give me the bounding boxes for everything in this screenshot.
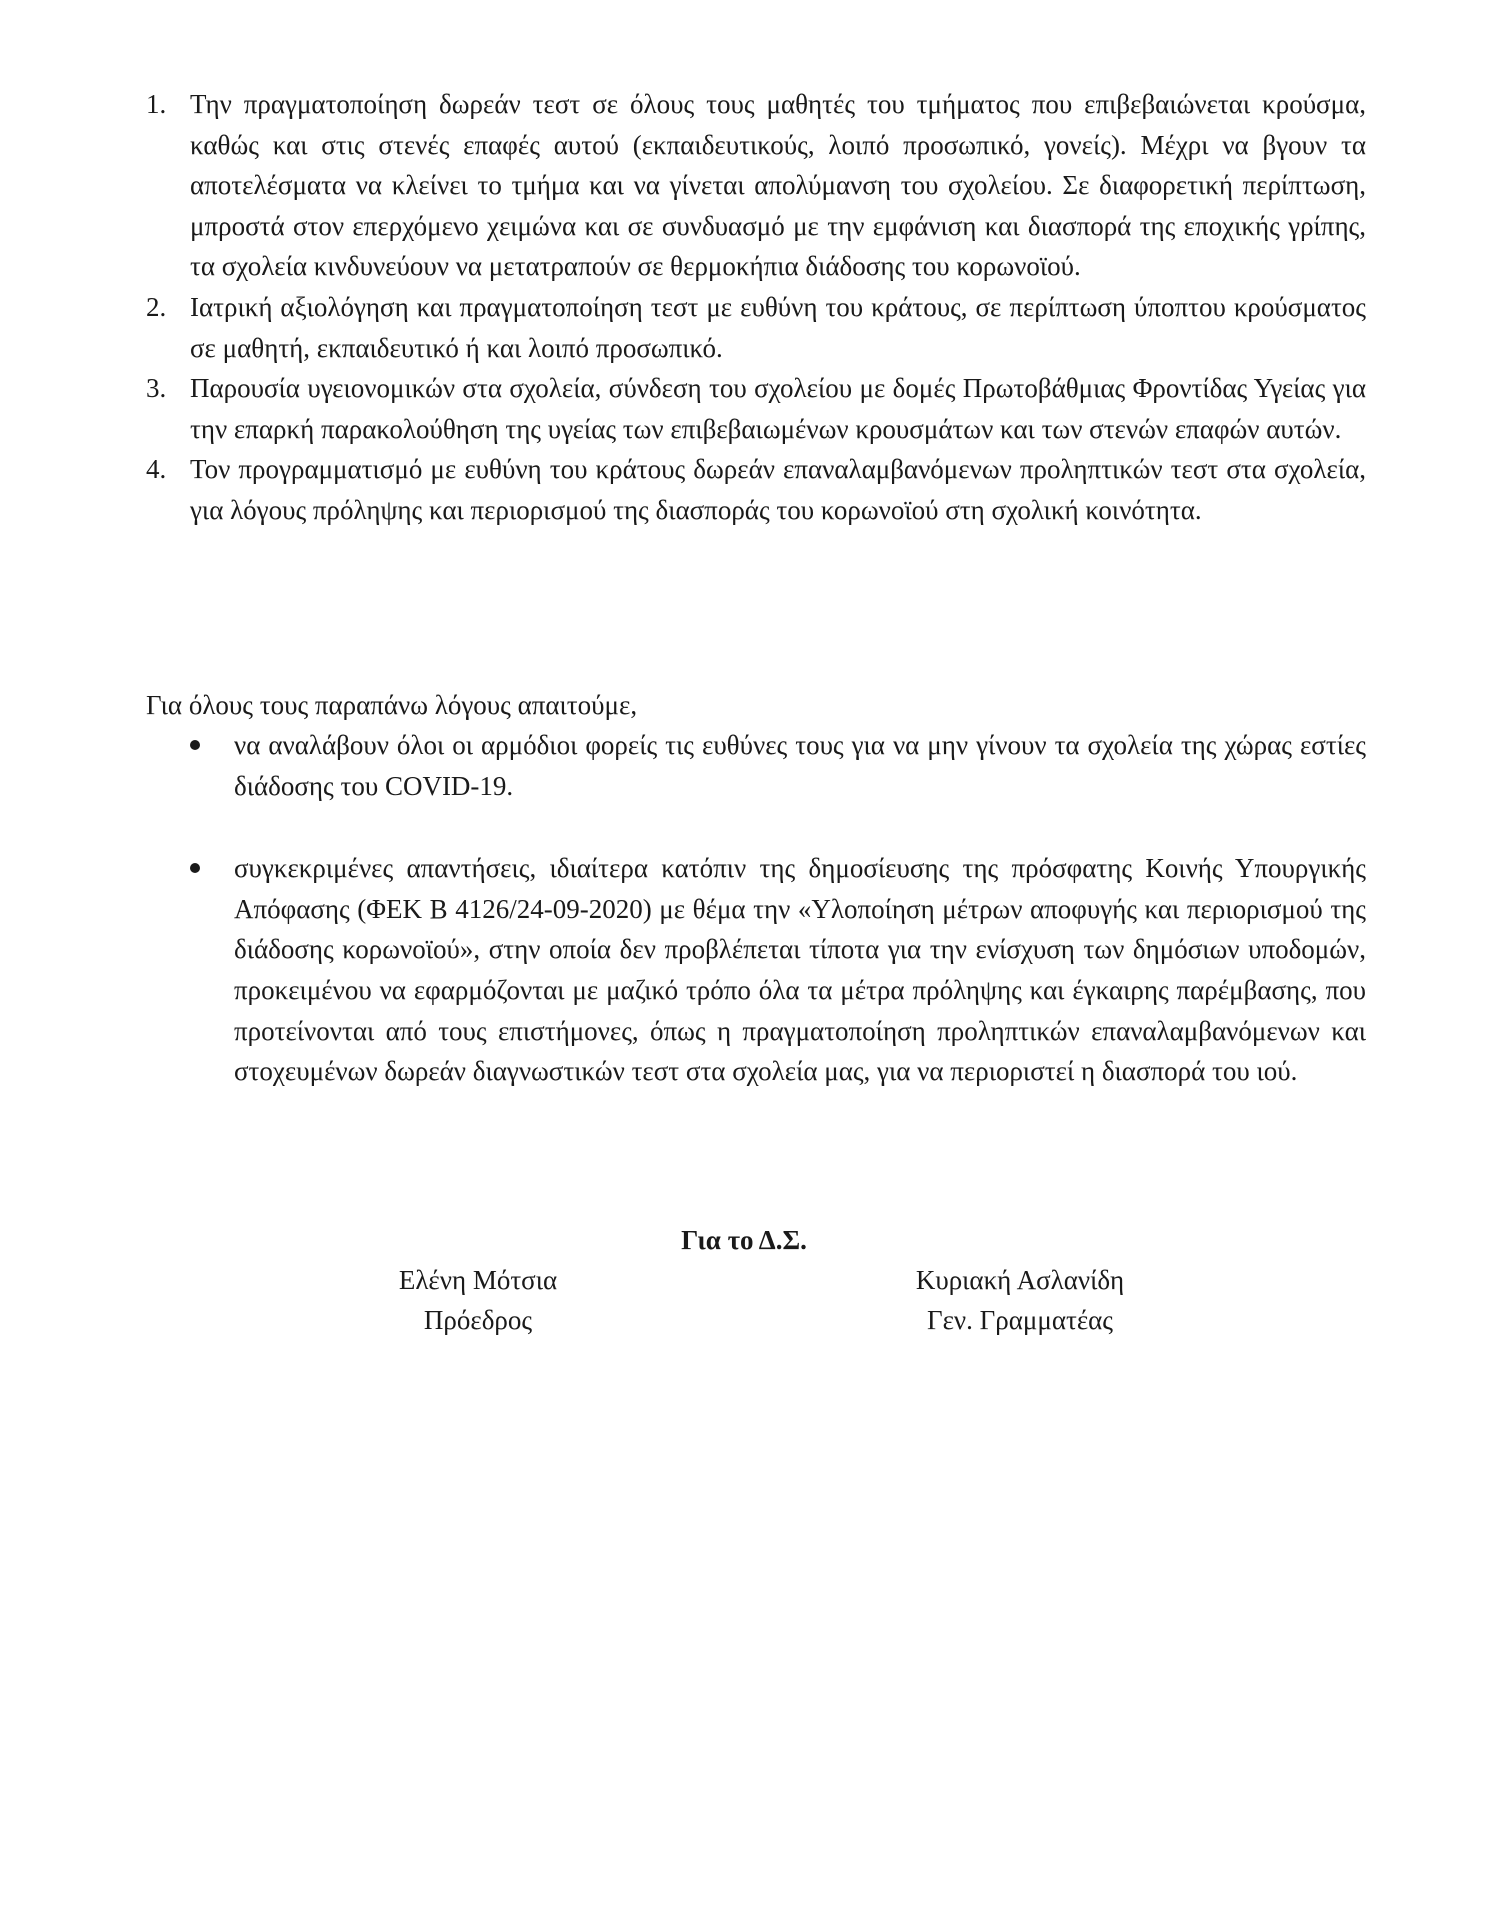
bullet-icon <box>190 740 200 750</box>
list-item <box>146 449 1366 530</box>
list-item <box>146 368 1366 449</box>
bullet-text: να αναλάβουν όλοι οι αρμόδιοι φορείς τις ευθύνες τους για να μην γίνουν τα σχολεία της χώρας εστίες διάδοσης του COVID-19. <box>234 730 1366 801</box>
signature-left <box>278 1260 678 1340</box>
signer-name: Ελένη Μότσια <box>398 1265 558 1295</box>
bullet-icon <box>190 863 200 873</box>
signature-right <box>820 1260 1220 1340</box>
list-item <box>146 84 1366 287</box>
list-item-text: Τον προγραμματισμό με ευθύνη του κράτους δωρεάν επαναλαμβανόμενων προληπτικών τεστ στα σχολεία, για λόγους πρόληψης και περιορισμού της διασποράς του κορωνοϊού στη σχολική κοινότητα. <box>190 454 1366 525</box>
signer-name: Κυριακή Ασλανίδη <box>915 1265 1125 1295</box>
list-item <box>146 287 1366 368</box>
signer-role: Γεν. Γραμματέας <box>926 1305 1113 1335</box>
signer-role: Πρόεδρος <box>423 1305 533 1335</box>
bullet-item <box>146 848 1366 1092</box>
signature-title: Για το Δ.Σ. <box>681 1225 807 1255</box>
intro-paragraph: Για όλους τους παραπάνω λόγους απαιτούμε, <box>146 690 638 720</box>
bullet-list <box>146 725 1366 1092</box>
list-item-text: Παρουσία υγειονομικών στα σχολεία, σύνδεση του σχολείου με δομές Πρωτοβάθμιας Φροντίδας Υγείας για την επαρκή παρακολούθηση της υγείας των επιβεβαιωμένων κρουσμάτων και των στενών επαφών αυτών. <box>190 373 1366 444</box>
list-item-text: Ιατρική αξιολόγηση και πραγματοποίηση τεστ με ευθύνη του κράτους, σε περίπτωση ύποπτου κρούσματος σε μαθητή, εκπαιδευτικό ή και λοιπό προσωπικό. <box>190 291 1366 363</box>
demands-list <box>146 84 1366 531</box>
list-item-text: Την πραγματοποίηση δωρεάν τεστ σε όλους τους μαθητές του τμήματος που επιβεβαιώνεται κρούσμα, καθώς και στις στενές επαφές αυτού (εκπαιδευτικούς, λοιπό προσωπικό, γονείς). Μέχρι να βγουν τα αποτελέσματα να κλείνει το τμήμα και να γίνεται απολύμανση του σχολείου. Σε διαφορετική περίπτωση, μπροστά στον επερχόμενο χειμώνα και σε συνδυασμό με την εμφάνιση και διασπορά της εποχικής γρίπης, τα σχολεία κινδυνεύουν να μετατραπούν σε θερμοκήπια διάδοσης του κορωνοϊού. <box>190 89 1366 282</box>
list-item-number: 2. <box>146 291 167 322</box>
bullet-item <box>146 725 1366 806</box>
bullet-text: συγκεκριμένες απαντήσεις, ιδιαίτερα κατόπιν της δημοσίευσης της πρόσφατης Κοινής Υπουργικής Απόφασης (ΦΕΚ Β 4126/24-09-2020) με θέμα την «Υλοποίηση μέτρων αποφυγής και περιορισμού της διάδοσης κορωνοϊού», στην οποία δεν προβλέπεται τίποτα για την ενίσχυση των δημόσιων υποδομών, προκειμένου να εφαρμόζονται με μαζικό τρόπο όλα τα μέτρα πρόληψης και έγκαιρης παρέμβασης, που προτείνονται από τους επιστήμονες, όπως η πραγματοποίηση προληπτικών επαναλαμβανόμενων και στοχευμένων δωρεάν διαγνωστικών τεστ στα σχολεία μας, για να περιοριστεί η διασπορά του ιού. <box>234 853 1366 1087</box>
list-item-number: 3. <box>146 373 167 404</box>
list-item-number: 4. <box>146 454 167 485</box>
list-item-number: 1. <box>146 89 167 119</box>
